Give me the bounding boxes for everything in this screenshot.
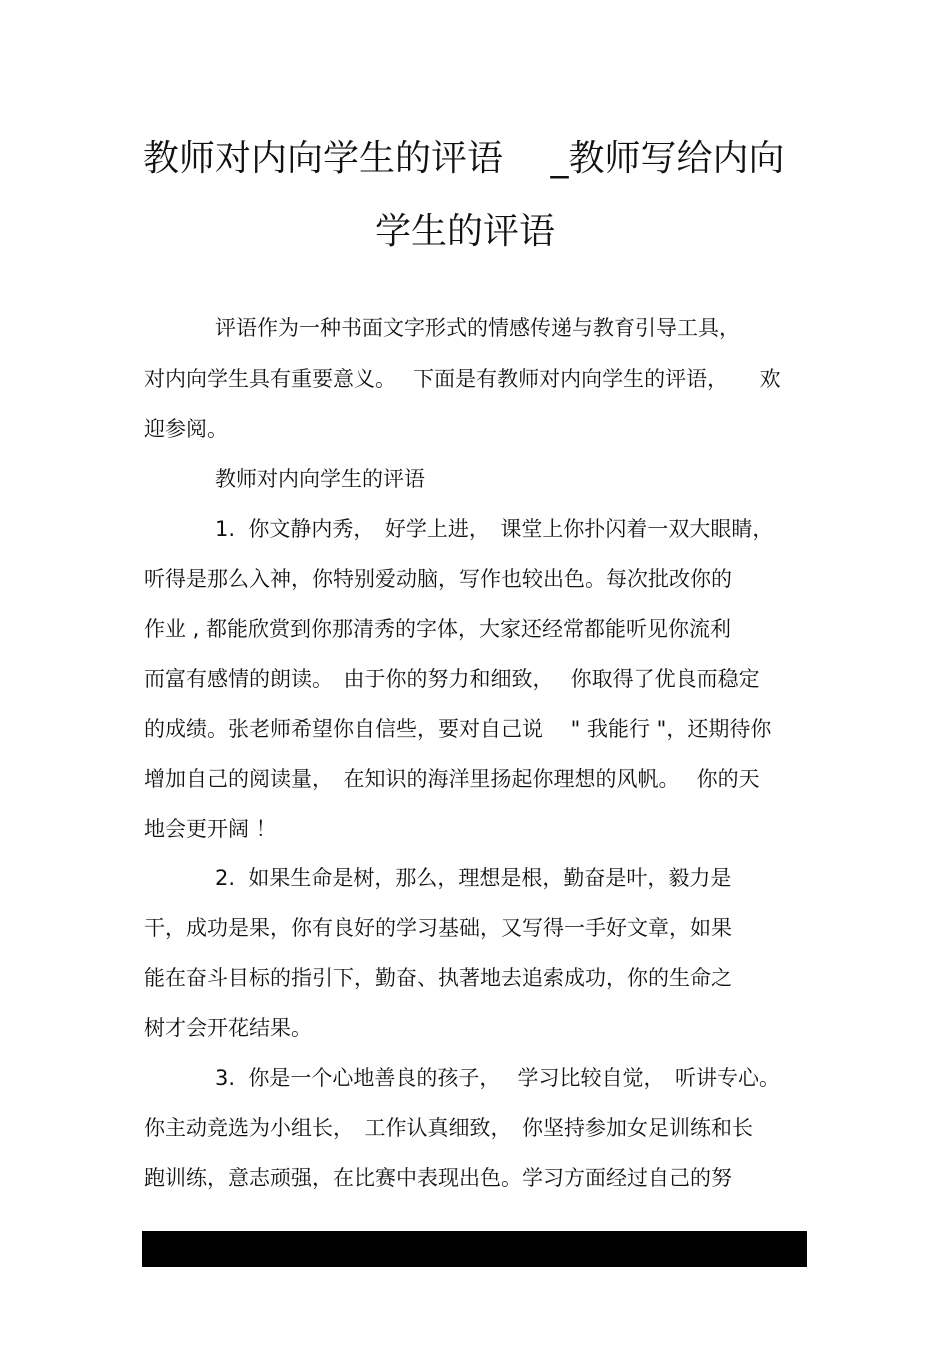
- paragraph-line: 跑训练，意志顽强，在比赛中表现出色。学习方面经过自己的努: [144, 1166, 732, 1190]
- paragraph-line: 评语作为一种书面文字形式的情感传递与教育引导工具，: [215, 316, 740, 340]
- document-title-line-2: 学生的评语: [375, 211, 556, 252]
- paragraph-line: 1. 你文静内秀， 好学上进， 课堂上你扑闪着一双大眼睛，: [215, 517, 774, 541]
- paragraph-line: 3. 你是一个心地善良的孩子， 学习比较自觉， 听讲专心。: [215, 1066, 781, 1090]
- paragraph-line: 作业 , 都能欣赏到你那清秀的字体，大家还经常都能听见你流利: [144, 617, 732, 641]
- paragraph-line: 的成绩。张老师希望你自信些，要对自己说 " 我能行 "，还期待你: [144, 717, 772, 741]
- paragraph-line: 对内向学生具有重要意义。 下面是有教师对内向学生的评语， 欢: [144, 367, 781, 391]
- paragraph-line: 树才会开花结果。: [144, 1016, 312, 1040]
- paragraph-line: 2. 如果生命是树，那么，理想是根，勤奋是叶，毅力是: [215, 866, 732, 890]
- black-footer-bar: [142, 1231, 807, 1267]
- paragraph-line: 迎参阅。: [144, 417, 228, 441]
- section-heading: 教师对内向学生的评语: [215, 467, 425, 491]
- paragraph-line: 增加自己的阅读量， 在知识的海洋里扬起你理想的风帆。 你的天: [144, 767, 760, 791]
- paragraph-line: 能在奋斗目标的指引下，勤奋、执著地去追索成功，你的生命之: [144, 966, 732, 990]
- paragraph-line: 干，成功是果，你有良好的学习基础，又写得一手好文章，如果: [144, 916, 732, 940]
- paragraph-line: 而富有感情的朗读。 由于你的努力和细致， 你取得了优良而稳定: [144, 667, 760, 691]
- paragraph-line: 听得是那么入神，你特别爱动脑，写作也较出色。每次批改你的: [144, 567, 732, 591]
- paragraph-line: 地会更开阔 ！: [144, 817, 277, 841]
- document-title-line-1: 教师对内向学生的评语 _教师写给内向: [143, 138, 785, 179]
- paragraph-line: 你主动竞选为小组长， 工作认真细致， 你坚持参加女足训练和长: [144, 1116, 753, 1140]
